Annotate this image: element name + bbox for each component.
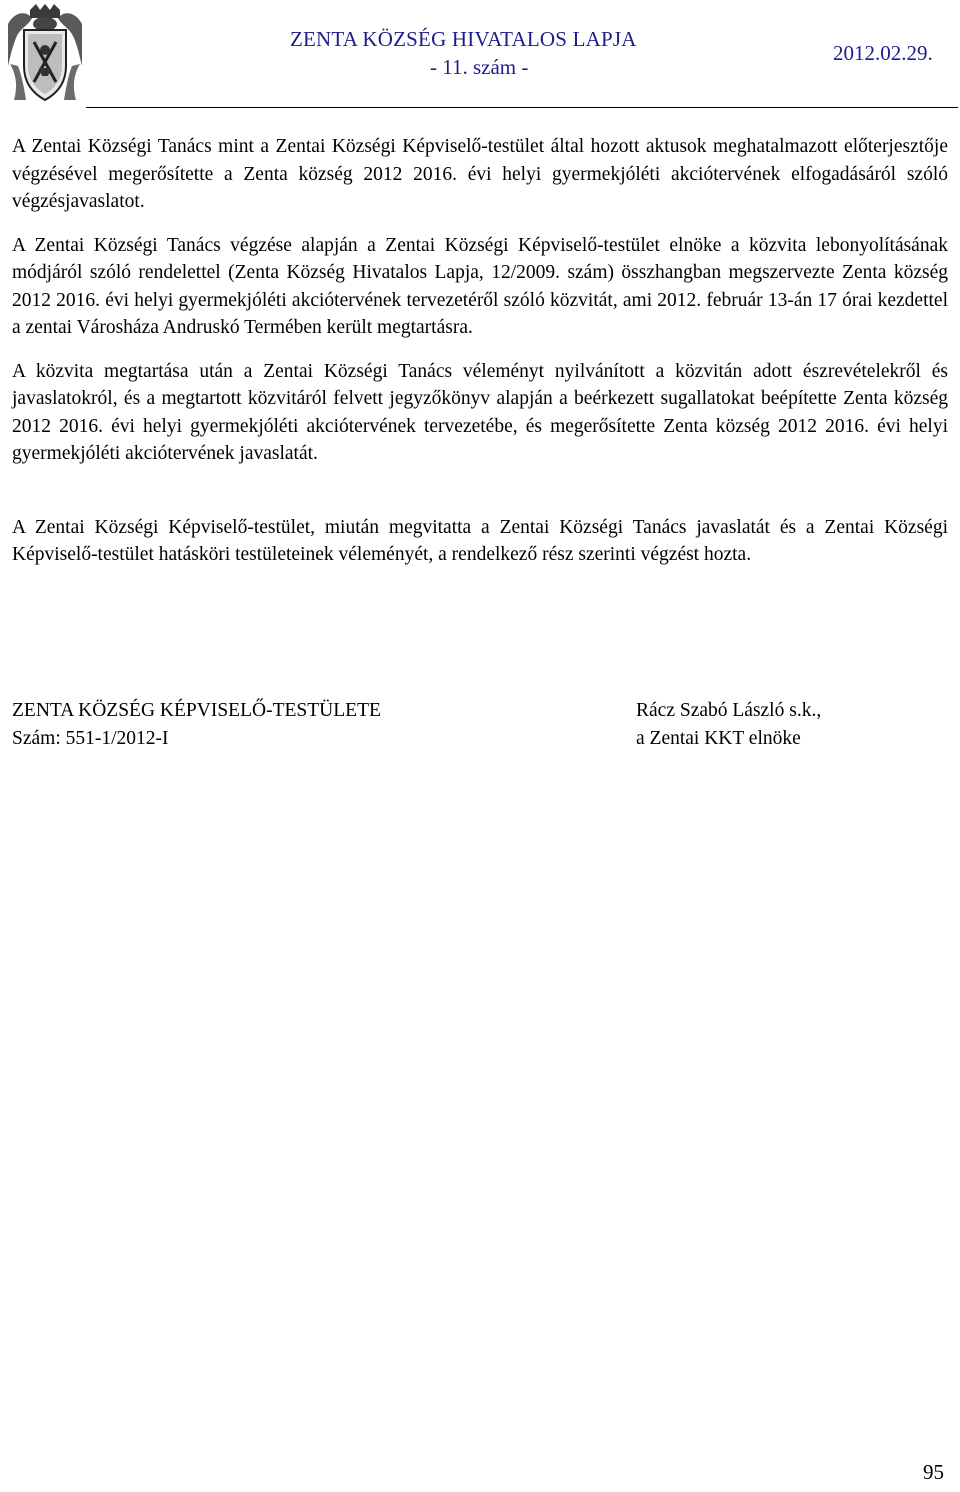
- publication-title: ZENTA KÖZSÉG HIVATALOS LAPJA: [290, 27, 637, 51]
- publication-date: 2012.02.29.: [833, 41, 933, 65]
- page-header: [0, 0, 960, 110]
- signatory-title: a Zentai KKT elnöke: [636, 727, 801, 749]
- issue-number: - 11. szám -: [430, 55, 529, 79]
- issuer-name: ZENTA KÖZSÉG KÉPVISELŐ-TESTÜLETE: [12, 700, 381, 721]
- header-divider: [86, 107, 958, 108]
- signatory-name: Rácz Szabó László s.k.,: [636, 700, 822, 721]
- paragraph: A Zentai Községi Tanács végzése alapján a Zentai Községi Képviselő-testület elnöke a közvita lebonyolításának módjáról szóló rendelettel (Zenta Község Hivatalos Lapja, 12/2009. szám) összhangban megszervezte Zenta község 2012 2016. évi helyi gyermekjóléti akciótervének tervezetéről szóló közvitát, ami 2012. február 13-án 17 órai kezdettel a zentai Városháza Andruskó Termében került megtartásra.: [12, 234, 948, 338]
- signatory-block: [636, 697, 821, 752]
- document-number: Szám: 551-1/2012-I: [12, 727, 169, 749]
- document-body: [12, 133, 948, 569]
- paragraph: A Zentai Községi Képviselő-testület, miután megvitatta a Zentai Községi Tanács javaslatát és a Zentai Községi Képviselő-testület hatásköri testületeinek véleményét, a rendelkező rész szerinti végzést hozta.: [12, 516, 948, 565]
- paragraph: A Zentai Községi Tanács mint a Zentai Községi Képviselő-testület által hozott aktusok meghatalmazott előterjesztője végzésével megerősítette a Zenta község 2012 2016. évi helyi gyermekjóléti akciótervének elfogadásáról szóló végzésjavaslatot.: [12, 136, 948, 212]
- page-number: 95: [923, 1460, 944, 1484]
- issuer-block: [12, 697, 381, 752]
- coat-of-arms-icon: [6, 4, 84, 104]
- paragraph: A közvita megtartása után a Zentai Községi Tanács véleményt nyilvánított a közvitán adott észrevételekről és javaslatokról, és a megtartott közvitáról felvett jegyzőkönyv alapján a beérkezett sugallatokat beépítette Zenta község 2012 2016. évi helyi gyermekjóléti akciótervének tervezetébe, és megerősítette Zenta község 2012 2016. évi helyi gyermekjóléti akciótervének javaslatát.: [12, 360, 948, 464]
